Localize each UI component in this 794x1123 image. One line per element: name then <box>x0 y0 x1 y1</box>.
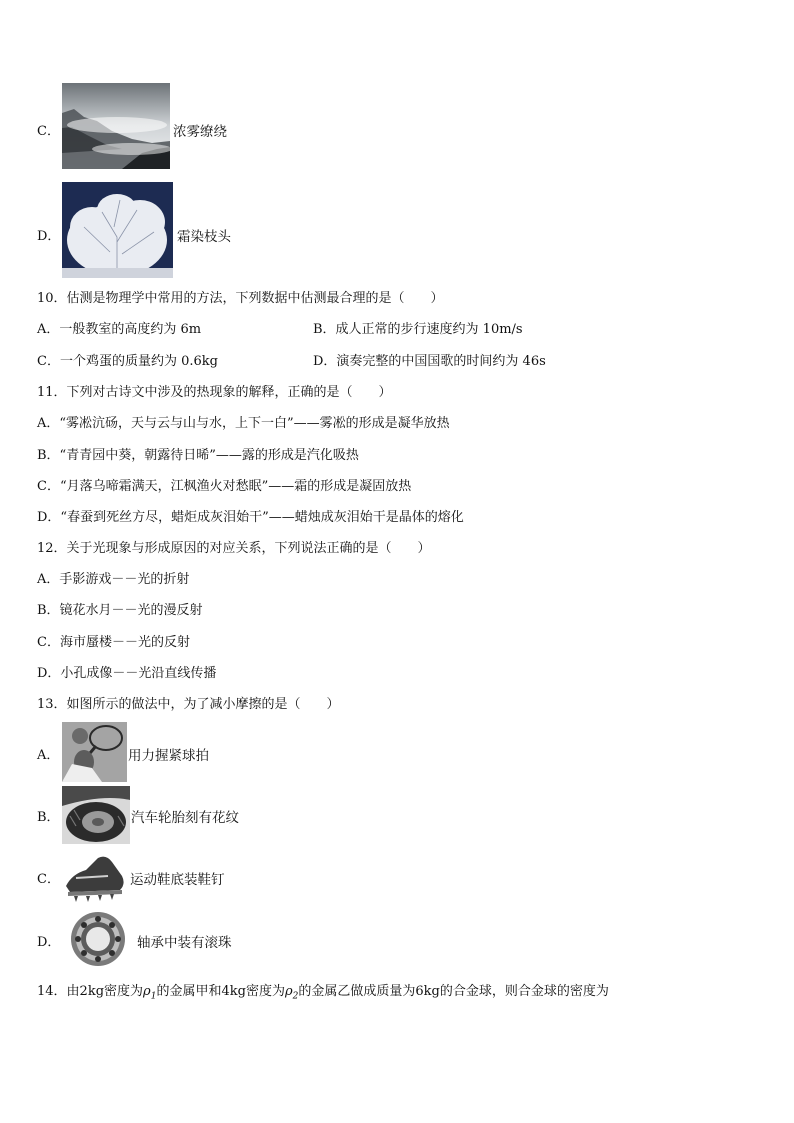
q13-option-c-caption: 运动鞋底装鞋钉 <box>130 872 225 888</box>
q13-option-b-caption: 汽车轮胎刻有花纹 <box>131 810 239 826</box>
q13-option-c-label: C． <box>37 872 60 887</box>
ball-bearing-image <box>62 909 132 969</box>
q14-mass-1: 2kg <box>79 984 105 999</box>
q14-text-5: 的金属乙做成质量为 <box>298 984 416 999</box>
q14-text-6: 的合金球，则合金球的密度为 <box>439 984 609 999</box>
q9-option-d-label: D． <box>37 229 61 244</box>
q11-option-b: B．“青青园中葵，朝露待日晞”——露的形成是汽化吸热 <box>37 448 359 463</box>
q13-option-d-label: D． <box>37 935 61 950</box>
q14-text-3: 的金属甲和 <box>156 984 222 999</box>
q13-stem: 13．如图所示的做法中，为了减小摩擦的是（ ） <box>37 697 340 712</box>
q14-rho-2: $\rho_2$ <box>284 984 299 1002</box>
q14-mass-3: 6kg <box>415 984 440 999</box>
q13-option-a-label: A． <box>37 748 60 763</box>
spiked-shoe-image <box>62 852 127 904</box>
q10-stem: 10．估测是物理学中常用的方法，下列数据中估测最合理的是（ ） <box>37 291 444 306</box>
q14-text-4: 密度为 <box>245 984 285 999</box>
q12-option-a: A．手影游戏－－光的折射 <box>37 572 190 587</box>
q9-option-d-caption: 霜染枝头 <box>177 229 231 245</box>
q12-option-b: B．镜花水月－－光的漫反射 <box>37 603 203 618</box>
q14-text-2: 密度为 <box>104 984 144 999</box>
q14-mass-2: 4kg <box>221 984 246 999</box>
q10-option-d: D．演奏完整的中国国歌的时间约为 46s <box>313 354 546 369</box>
q14-stem <box>37 983 609 1006</box>
q14-text-1: 14．由 <box>37 984 80 999</box>
q13-option-a-caption: 用力握紧球拍 <box>128 748 209 764</box>
q9-option-c-caption: 浓雾缭绕 <box>173 124 227 140</box>
q13-option-b-label: B． <box>37 810 60 825</box>
q11-stem: 11．下列对古诗文中涉及的热现象的解释，正确的是（ ） <box>37 385 392 400</box>
q9-option-c-label: C． <box>37 124 60 139</box>
q11-option-a: A．“雾凇沆砀，天与云与山与水，上下一白”——雾凇的形成是凝华放热 <box>37 416 450 431</box>
frosted-tree-image <box>62 182 173 278</box>
q10-option-b: B．成人正常的步行速度约为 10m/s <box>313 322 523 337</box>
q11-option-d: D．“春蚕到死丝方尽，蜡炬成灰泪始干”——蜡烛成灰泪始干是晶体的熔化 <box>37 510 464 525</box>
racket-grip-image <box>62 722 127 782</box>
tire-tread-image <box>62 786 130 844</box>
q12-option-d: D．小孔成像－－光沿直线传播 <box>37 666 217 681</box>
q12-option-c: C．海市蜃楼－－光的反射 <box>37 635 190 650</box>
q10-option-c: C．一个鸡蛋的质量约为 0.6kg <box>37 354 218 369</box>
q13-option-d-caption: 轴承中装有滚珠 <box>137 935 232 951</box>
q10-option-a: A．一般教室的高度约为 6m <box>37 322 202 337</box>
q12-stem: 12．关于光现象与形成原因的对应关系，下列说法正确的是（ ） <box>37 541 431 556</box>
mist-mountain-image <box>62 83 170 169</box>
q11-option-c: C．“月落乌啼霜满天，江枫渔火对愁眠”——霜的形成是凝固放热 <box>37 479 412 494</box>
q14-rho-1: $\rho_1$ <box>143 984 157 1002</box>
